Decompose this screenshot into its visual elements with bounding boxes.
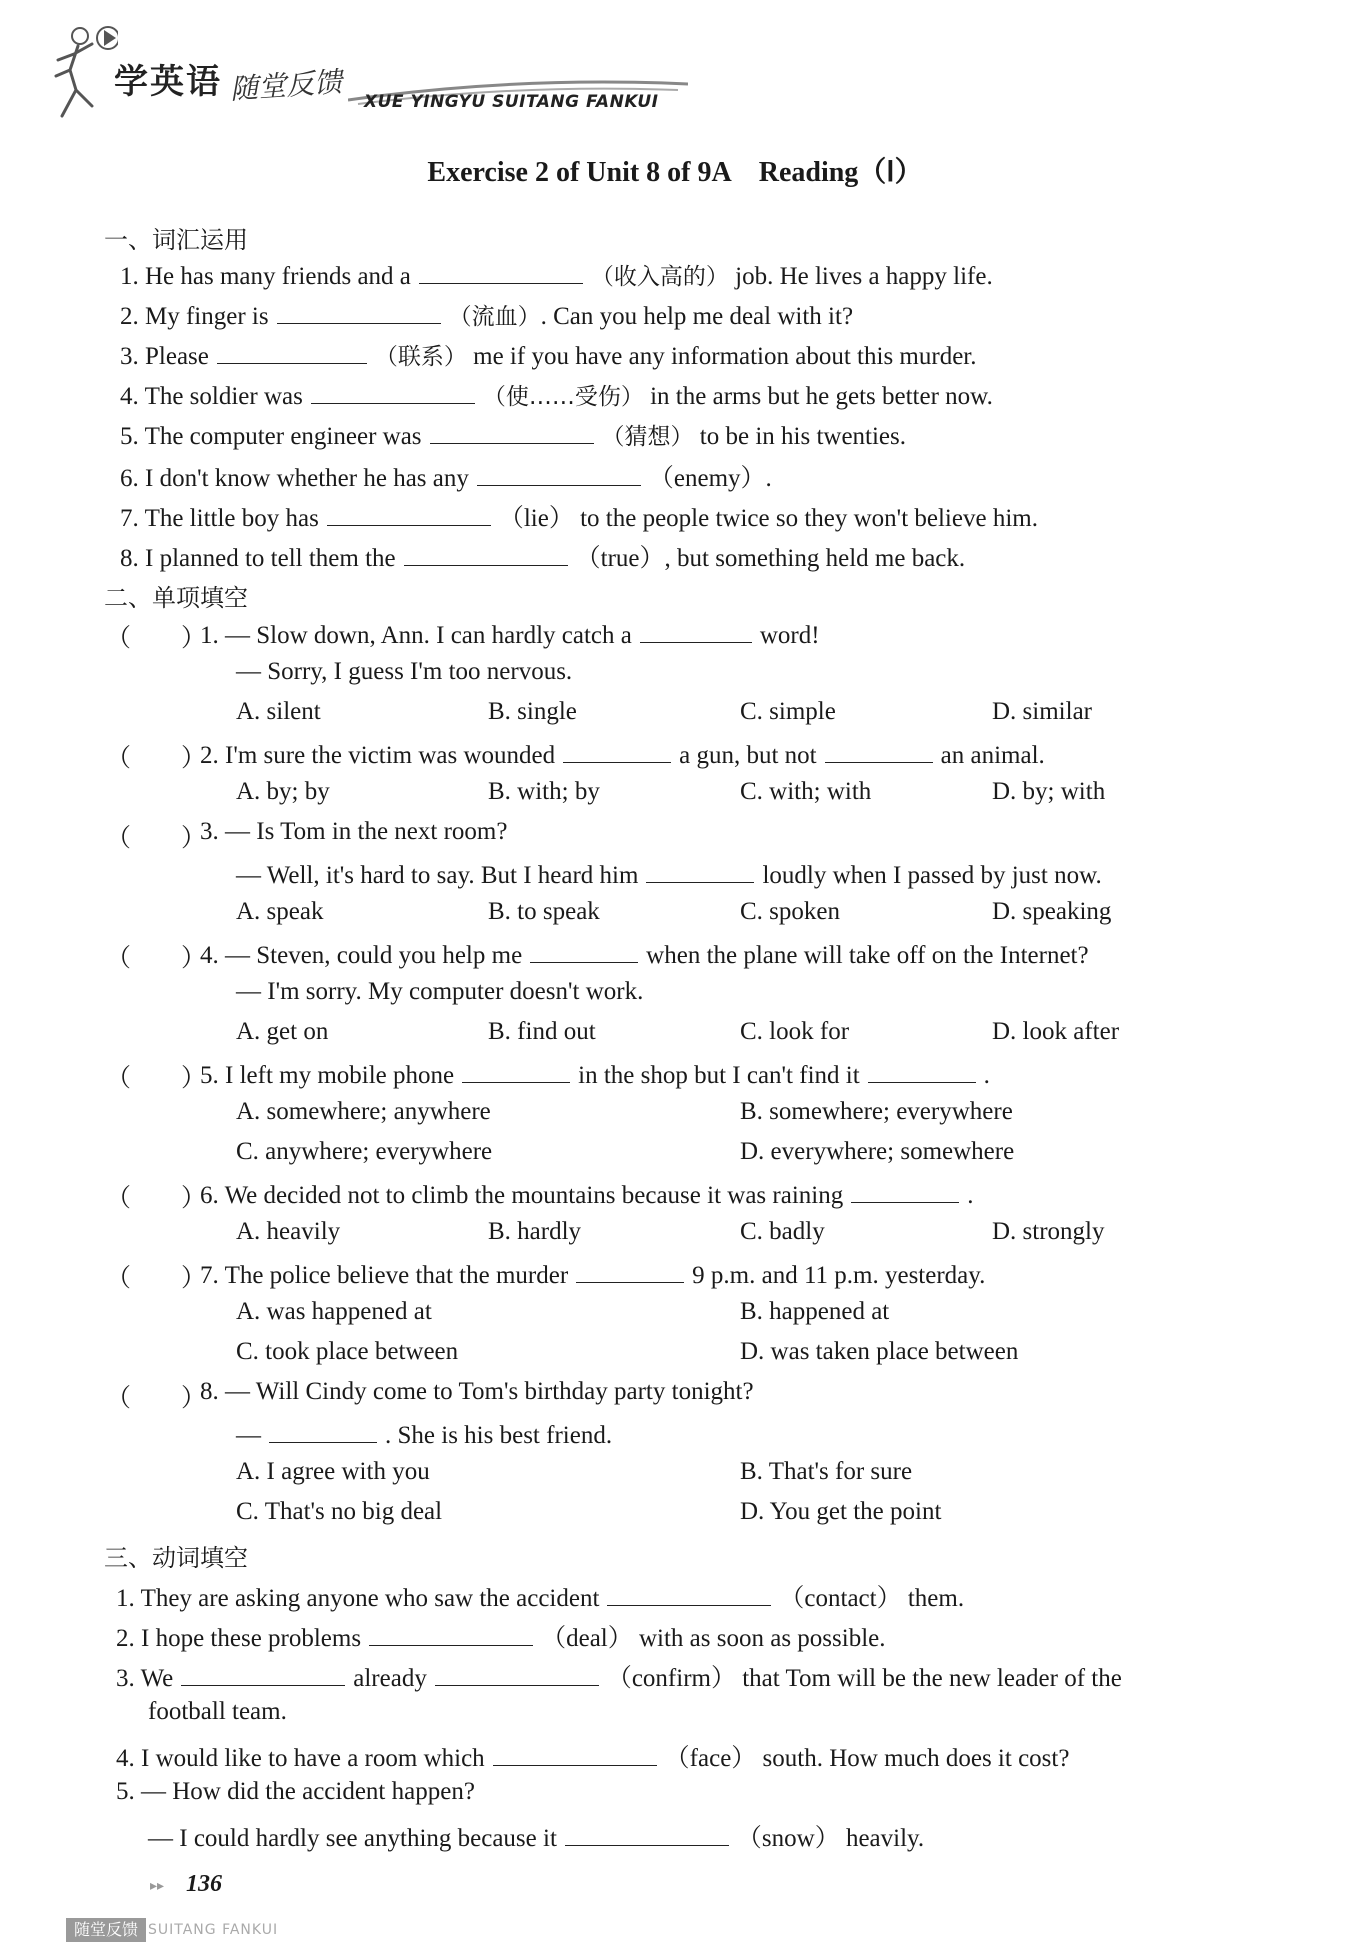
answer-blank	[462, 1058, 570, 1083]
runner-logo-icon	[48, 20, 118, 120]
option-d: D. was taken place between	[740, 1338, 1019, 1365]
option-d: D. everywhere; somewhere	[740, 1138, 1015, 1165]
brand-handwritten: 随堂反馈	[229, 65, 344, 106]
option-a: A. somewhere; anywhere	[236, 1098, 491, 1125]
page-title	[0, 150, 1350, 190]
answer-paren[interactable]: （ ）	[106, 1065, 207, 1092]
vocab-item-6: 6. I don't know whether he has any （enemy）.	[120, 458, 772, 494]
answer-blank	[646, 858, 754, 883]
answer-blank[interactable]	[369, 1621, 533, 1646]
option-d: D. strongly	[992, 1218, 1105, 1245]
answer-blank[interactable]	[181, 1661, 345, 1686]
option-a: A. speak	[236, 898, 324, 925]
answer-blank[interactable]	[277, 299, 441, 324]
answer-blank	[269, 1418, 377, 1443]
option-d: D. You get the point	[740, 1498, 942, 1525]
option-c: C. with; with	[740, 778, 872, 805]
option-b: B. single	[488, 698, 577, 725]
answer-blank[interactable]	[435, 1661, 599, 1686]
mc-question-1-reply: — Sorry, I guess I'm too nervous.	[236, 658, 573, 685]
mc-question-4-reply: — I'm sorry. My computer doesn't work.	[236, 978, 644, 1005]
answer-blank	[530, 938, 638, 963]
footer-brand: 随堂反馈	[66, 1918, 146, 1942]
mc-question-5: 5. I left my mobile phone in the shop but I can't find it .	[200, 1058, 990, 1090]
mc-question-1: 1. — Slow down, Ann. I can hardly catch a word!	[200, 618, 820, 650]
option-b: B. happened at	[740, 1298, 890, 1325]
answer-blank	[576, 1258, 684, 1283]
answer-blank	[640, 618, 752, 643]
answer-blank[interactable]	[477, 461, 641, 486]
answer-blank[interactable]	[493, 1741, 657, 1766]
brand-pinyin: XUE YINGYU SUITANG FANKUI	[364, 92, 659, 112]
page-header	[48, 14, 688, 124]
answer-blank[interactable]	[607, 1581, 771, 1606]
answer-blank	[868, 1058, 976, 1083]
mc-question-8-reply: — . She is his best friend.	[236, 1418, 612, 1450]
vocab-item-1: 1. He has many friends and a （收入高的） job. He lives a happy life.	[120, 258, 993, 291]
brand-chinese: 学英语	[114, 62, 222, 102]
mc-question-6: 6. We decided not to climb the mountains because it was raining .	[200, 1178, 973, 1210]
answer-blank	[563, 738, 671, 763]
title-text: Exercise 2 of Unit 8 of 9A	[427, 157, 732, 188]
mc-question-4: 4. — Steven, could you help me when the plane will take off on the Internet?	[200, 938, 1089, 970]
answer-paren[interactable]: （ ）	[106, 1265, 207, 1292]
option-d: D. look after	[992, 1018, 1120, 1045]
answer-blank[interactable]	[327, 501, 491, 526]
option-d: D. speaking	[992, 898, 1112, 925]
verb-item-5-reply: — I could hardly see anything because it （snow） heavily.	[148, 1818, 924, 1854]
answer-paren[interactable]: （ ）	[106, 945, 207, 972]
verb-item-4: 4. I would like to have a room which （face） south. How much does it cost?	[116, 1738, 1069, 1774]
mc-question-8: 8. — Will Cindy come to Tom's birthday party tonight?	[200, 1378, 754, 1405]
page-number: 136	[186, 1871, 222, 1897]
answer-blank[interactable]	[419, 259, 583, 284]
answer-blank	[825, 738, 933, 763]
answer-paren[interactable]: （ ）	[106, 625, 207, 652]
mc-question-7: 7. The police believe that the murder 9 p.m. and 11 p.m. yesterday.	[200, 1258, 985, 1290]
answer-paren[interactable]: （ ）	[106, 1385, 207, 1412]
answer-paren[interactable]: （ ）	[106, 745, 207, 772]
footer-pinyin: SUITANG FANKUI	[148, 1922, 279, 1938]
option-a: A. by; by	[236, 778, 330, 805]
title-reading: Reading（Ⅰ）	[758, 157, 923, 188]
verb-item-3-continued: football team.	[148, 1698, 287, 1725]
mc-question-3: 3. — Is Tom in the next room?	[200, 818, 508, 845]
section-heading-vocabulary: 一、词汇运用	[104, 226, 248, 254]
option-a: A. was happened at	[236, 1298, 432, 1325]
verb-item-1: 1. They are asking anyone who saw the accident （contact） them.	[116, 1578, 964, 1614]
answer-paren[interactable]: （ ）	[106, 1185, 207, 1212]
answer-blank[interactable]	[217, 339, 367, 364]
answer-paren[interactable]: （ ）	[106, 825, 207, 852]
option-c: C. look for	[740, 1018, 850, 1045]
section-heading-multiple-choice: 二、单项填空	[104, 584, 248, 612]
mc-question-3-reply: — Well, it's hard to say. But I heard him loudly when I passed by just now.	[236, 858, 1102, 890]
option-d: D. by; with	[992, 778, 1106, 805]
option-a: A. silent	[236, 698, 321, 725]
answer-blank[interactable]	[311, 379, 475, 404]
option-a: A. get on	[236, 1018, 329, 1045]
answer-blank[interactable]	[430, 419, 594, 444]
option-b: B. somewhere; everywhere	[740, 1098, 1013, 1125]
answer-blank	[851, 1178, 959, 1203]
option-c: C. badly	[740, 1218, 825, 1245]
answer-blank[interactable]	[404, 541, 568, 566]
verb-item-5: 5. — How did the accident happen?	[116, 1778, 475, 1805]
vocab-item-7: 7. The little boy has （lie） to the people twice so they won't believe him.	[120, 498, 1038, 534]
verb-item-2: 2. I hope these problems （deal） with as soon as possible.	[116, 1618, 886, 1654]
option-c: C. That's no big deal	[236, 1498, 443, 1525]
mc-question-2: 2. I'm sure the victim was wounded a gun, but not an animal.	[200, 738, 1045, 770]
option-b: B. That's for sure	[740, 1458, 913, 1485]
option-a: A. heavily	[236, 1218, 341, 1245]
vocab-item-8: 8. I planned to tell them the （true）, but something held me back.	[120, 538, 965, 574]
footer-arrows-icon: ▸▸	[150, 1878, 165, 1894]
option-c: C. spoken	[740, 898, 840, 925]
option-d: D. similar	[992, 698, 1092, 725]
option-c: C. anywhere; everywhere	[236, 1138, 493, 1165]
answer-blank[interactable]	[565, 1821, 729, 1846]
vocab-item-4: 4. The soldier was （使……受伤） in the arms but he gets better now.	[120, 378, 993, 411]
vocab-item-2: 2. My finger is （流血）. Can you help me deal with it?	[120, 298, 853, 331]
verb-item-3: 3. We already （confirm） that Tom will be the new leader of the	[116, 1658, 1122, 1694]
option-b: B. with; by	[488, 778, 600, 805]
vocab-item-5: 5. The computer engineer was （猜想） to be in his twenties.	[120, 418, 906, 451]
section-heading-verb-fill: 三、动词填空	[104, 1544, 248, 1572]
option-b: B. find out	[488, 1018, 596, 1045]
option-c: C. took place between	[236, 1338, 459, 1365]
option-b: B. hardly	[488, 1218, 582, 1245]
option-b: B. to speak	[488, 898, 600, 925]
option-a: A. I agree with you	[236, 1458, 430, 1485]
vocab-item-3: 3. Please （联系） me if you have any information about this murder.	[120, 338, 976, 371]
option-c: C. simple	[740, 698, 836, 725]
